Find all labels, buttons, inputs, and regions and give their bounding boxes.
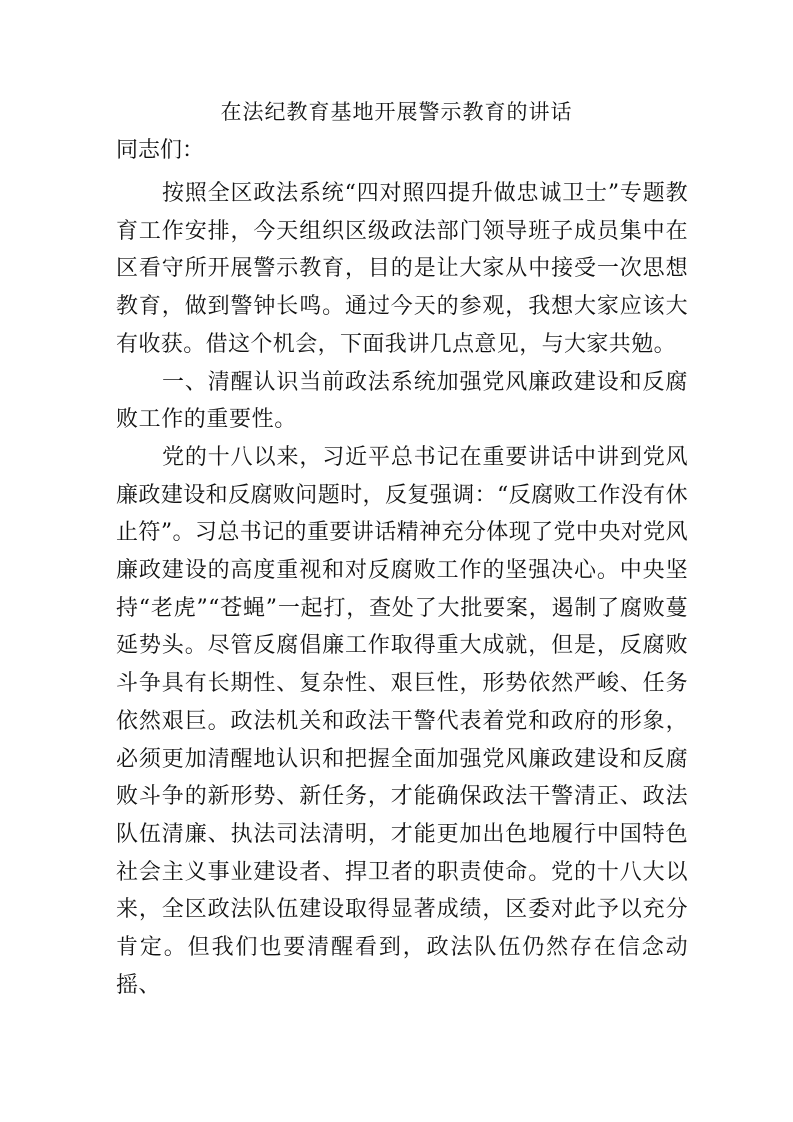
paragraph-intro: 按照全区政法系统“四对照四提升做忠诚卫士”专题教育工作安排，今天组织区级政法部门领导班子成员集中在区看守所开展警示教育，目的是让大家从中接受一次思想教育，做到警钟长鸣。通过今天的参观，我想大家应该大有收获。借这个机会，下面我讲几点意见，与大家共勉。 xyxy=(116,181,688,357)
salutation: 同志们： xyxy=(116,138,205,163)
document-title: 在法纪教育基地开展警示教育的讲话 xyxy=(220,100,573,124)
section-heading-1: 一、清醒认识当前政法系统加强党风廉政建设和反腐败工作的重要性。 xyxy=(116,369,688,433)
document-body xyxy=(116,175,688,1004)
paragraph-section-1: 党的十八以来，习近平总书记在重要讲话中讲到党风廉政建设和反腐败问题时，反复强调：“反腐败工作没有休止符”。习总书记的重要讲话精神充分体现了党中央对党风廉政建设的高度重视和对反腐败工作的坚强决心。中央坚持“老虎”“苍蝇”一起打，查处了大批要案，遏制了腐败蔓延势头。尽管反腐倡廉工作取得重大成就，但是，反腐败斗争具有长期性、复杂性、艰巨性，形势依然严峻、任务依然艰巨。政法机关和政法干警代表着党和政府的形象，必须更加清醒地认识和把握全面加强党风廉政建设和反腐败斗争的新形势、新任务，才能确保政法干警清正、政法队伍清廉、执法司法清明，才能更加出色地履行中国特色社会主义事业建设者、捍卫者的职责使命。党的十八大以来，全区政法队伍建设取得显著成绩，区委对此予以充分肯定。但我们也要清醒看到，政法队伍仍然存在信念动摇、 xyxy=(116,444,688,998)
